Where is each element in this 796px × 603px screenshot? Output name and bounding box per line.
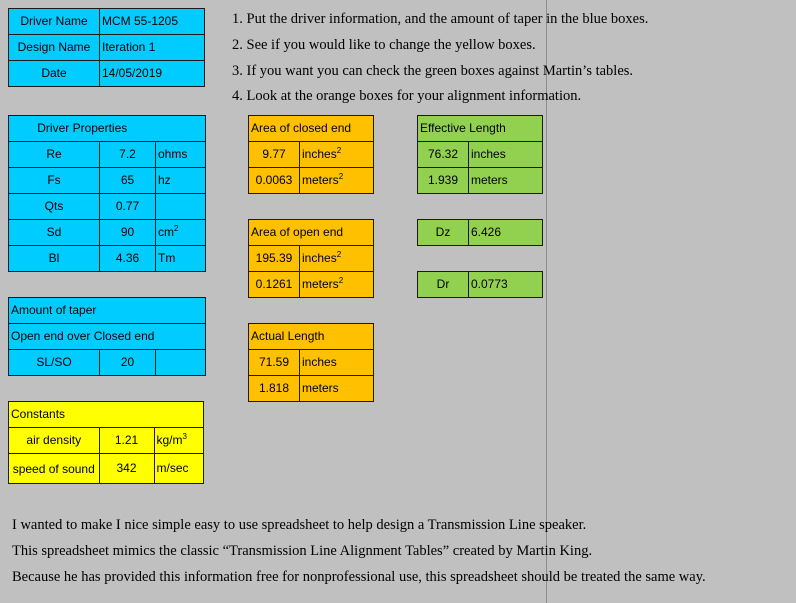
open-end-inches-unit-cell	[300, 246, 374, 272]
actual-length-meters-unit: meters	[300, 376, 374, 402]
effective-length-meters-value: 1.939	[418, 168, 469, 194]
actual-length-title: Actual Length	[249, 324, 374, 350]
speed-of-sound-value-cell[interactable]: 342	[99, 454, 154, 484]
table-row	[9, 428, 204, 454]
table-row	[418, 220, 543, 246]
closed-end-title: Area of closed end	[249, 116, 374, 142]
speed-of-sound-label: speed of sound	[9, 454, 100, 484]
table-row	[418, 142, 543, 168]
effective-length-inches-value: 76.32	[418, 142, 469, 168]
open-end-inches-value: 195.39	[249, 246, 300, 272]
open-end-meters-exponent: 2	[338, 276, 344, 285]
dz-value: 6.426	[469, 220, 543, 246]
re-label: Re	[9, 142, 100, 168]
effective-length-table	[417, 115, 543, 194]
closed-end-inches-exponent: 2	[336, 146, 342, 155]
driver-name-label: Driver Name	[9, 9, 100, 35]
table-row	[418, 168, 543, 194]
actual-length-meters-value: 1.818	[249, 376, 300, 402]
instruction-3: 3. If you want you can check the green boxes against Martin’s tables.	[232, 63, 634, 79]
open-end-meters-value: 0.1261	[249, 272, 300, 298]
bl-label: Bl	[9, 246, 100, 272]
re-unit: ohms	[156, 142, 206, 168]
dr-table	[417, 271, 543, 298]
table-row	[249, 272, 374, 298]
driver-properties-title: Driver Properties	[9, 116, 156, 142]
fs-label: Fs	[9, 168, 100, 194]
air-density-unit-cell	[154, 428, 204, 454]
table-row	[249, 116, 374, 142]
table-row	[249, 376, 374, 402]
bl-value-cell[interactable]: 4.36	[100, 246, 156, 272]
actual-length-inches-unit: inches	[300, 350, 374, 376]
design-name-cell[interactable]: Iteration 1	[100, 35, 205, 61]
dz-table	[417, 219, 543, 246]
closed-end-inches-unit: inches	[302, 147, 337, 161]
table-row	[9, 402, 204, 428]
table-row	[418, 272, 543, 298]
fs-value-cell[interactable]: 65	[100, 168, 156, 194]
table-row	[9, 168, 206, 194]
table-row	[9, 220, 206, 246]
fs-unit: hz	[156, 168, 206, 194]
bl-unit: Tm	[156, 246, 206, 272]
speed-of-sound-unit: m/sec	[154, 454, 204, 484]
closed-end-area-table	[248, 115, 374, 194]
closed-end-inches-unit-cell	[300, 142, 374, 168]
note-2: This spreadsheet mimics the classic “Transmission Line Alignment Tables” created by Martin King.	[12, 543, 593, 559]
sd-unit-cell	[156, 220, 206, 246]
closed-end-meters-unit: meters	[302, 173, 339, 187]
table-row	[9, 246, 206, 272]
table-row	[9, 350, 206, 376]
instruction-2: 2. See if you would like to change the yellow boxes.	[232, 37, 536, 53]
table-row	[249, 168, 374, 194]
sd-unit: cm	[158, 225, 174, 239]
table-row	[9, 298, 206, 324]
table-row	[249, 246, 374, 272]
effective-length-title: Effective Length	[418, 116, 543, 142]
air-density-unit: kg/m	[156, 433, 183, 447]
table-row	[9, 116, 206, 142]
instruction-1: 1. Put the driver information, and the amount of taper in the blue boxes.	[232, 11, 649, 27]
table-row	[9, 61, 205, 87]
design-name-label: Design Name	[9, 35, 100, 61]
qts-unit	[156, 194, 206, 220]
open-end-meters-unit-cell	[300, 272, 374, 298]
table-row	[249, 324, 374, 350]
table-row	[9, 194, 206, 220]
closed-end-inches-value: 9.77	[249, 142, 300, 168]
constants-table	[8, 401, 204, 484]
sd-value-cell[interactable]: 90	[100, 220, 156, 246]
table-row	[9, 324, 206, 350]
driver-info-table	[8, 8, 205, 87]
open-end-area-table	[248, 219, 374, 298]
qts-label: Qts	[9, 194, 100, 220]
table-row	[418, 116, 543, 142]
actual-length-table	[248, 323, 374, 402]
dr-value: 0.0773	[469, 272, 543, 298]
taper-table	[8, 297, 206, 376]
taper-title: Amount of taper	[9, 298, 206, 324]
dz-label: Dz	[418, 220, 469, 246]
sd-label: Sd	[9, 220, 100, 246]
air-density-value-cell[interactable]: 1.21	[99, 428, 154, 454]
open-end-inches-unit: inches	[302, 251, 337, 265]
note-1: I wanted to make I nice simple easy to use spreadsheet to help design a Transmission Line speaker.	[12, 517, 587, 533]
sd-unit-exponent: 2	[174, 224, 179, 233]
instruction-4: 4. Look at the orange boxes for your alignment information.	[232, 88, 582, 104]
table-row	[249, 142, 374, 168]
open-end-inches-exponent: 2	[336, 250, 342, 259]
closed-end-meters-value: 0.0063	[249, 168, 300, 194]
table-row	[9, 35, 205, 61]
re-value-cell[interactable]: 7.2	[100, 142, 156, 168]
taper-subtitle: Open end over Closed end	[9, 324, 206, 350]
table-row	[249, 220, 374, 246]
constants-title: Constants	[9, 402, 100, 428]
dr-label: Dr	[418, 272, 469, 298]
air-density-unit-exponent: 3	[182, 432, 187, 441]
table-row	[9, 9, 205, 35]
slso-label: SL/SO	[9, 350, 100, 376]
closed-end-meters-unit-cell	[300, 168, 374, 194]
actual-length-inches-value: 71.59	[249, 350, 300, 376]
open-end-title: Area of open end	[249, 220, 374, 246]
note-3: Because he has provided this information free for nonprofessional use, this spreadsheet should be treated the same way.	[12, 569, 706, 585]
air-density-label: air density	[9, 428, 100, 454]
driver-name-cell[interactable]: MCM 55-1205	[100, 9, 205, 35]
table-row	[9, 454, 204, 484]
qts-value-cell[interactable]: 0.77	[100, 194, 156, 220]
closed-end-meters-exponent: 2	[338, 172, 344, 181]
table-row	[9, 142, 206, 168]
table-row	[249, 350, 374, 376]
effective-length-inches-unit: inches	[469, 142, 543, 168]
date-label: Date	[9, 61, 100, 87]
open-end-meters-unit: meters	[302, 277, 339, 291]
date-cell[interactable]: 14/05/2019	[100, 61, 205, 87]
slso-value-cell[interactable]: 20	[100, 350, 156, 376]
driver-properties-table	[8, 115, 206, 272]
effective-length-meters-unit: meters	[469, 168, 543, 194]
